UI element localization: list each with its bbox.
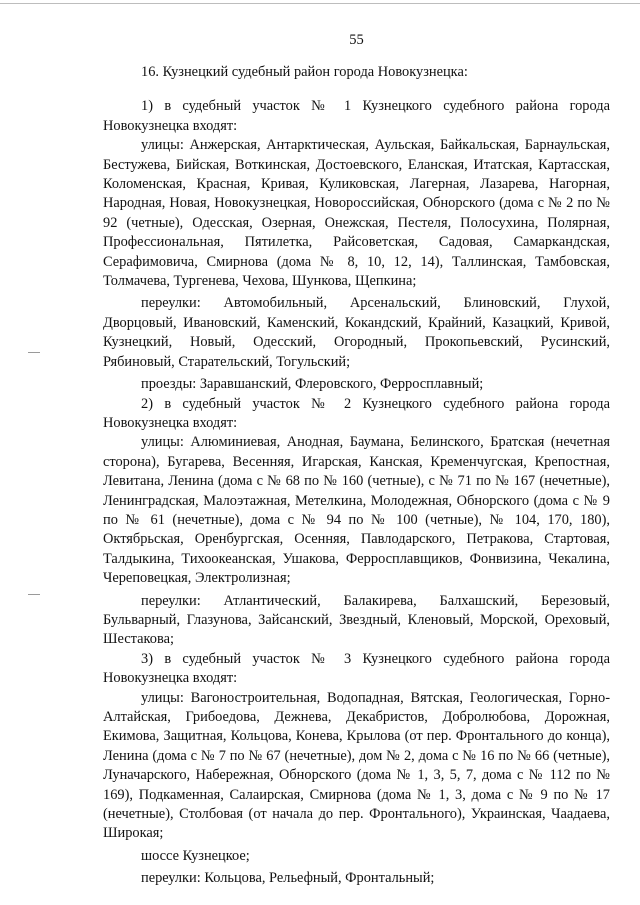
district-2-streets: улицы: Алюминиевая, Анодная, Баумана, Белинского, Братская (нечетная сторона), Бугарева, Весенняя, Игарская, Канская, Кременчугская, Крепостная, Левитана, Ленина (дома с № 68 по № 160 (четные), с № 71 по № 167 (нечетные), Ленинградская, Малоэтажная, Метелкина, Молодежная, Обнорского (дома с № 9 по № 61 (нечетные), дома с № 94 по № 100 (четные), № 104, 170, 180), Октябрьская, Оренбургская, Осенняя, Павлодарского, Петракова, Стартовая, Талдыкина, Тихоокеанская, Ушакова, Ферросплавщиков, Фонвизина, Чекалина, Череповецкая, Электролизная; [103, 434, 610, 587]
district-1-streets: улицы: Анжерская, Антарктическая, Аульская, Байкальская, Барнаульская, Бестужева, Бийская, Воткинская, Достоевского, Еланская, Итатская, Картасская, Коломенская, Красная, Кривая, Куликовская, Лагерная, Лазарева, Нагорная, Народная, Новая, Новокузнецкая, Новороссийская, Обнорского (дома с № 2 по № 92 (четные), Одесская, Озерная, Онежская, Пестеля, Полосухина, Полярная, Профессиональная, Пятилетка, Райсоветская, Садовая, Самаркандская, Серафимовича, Смирнова (дома № 8, 10, 12, 14), Таллинская, Тамбовская, Толмачева, Тургенева, Чехова, Шункова, Щепкина; [103, 137, 610, 290]
document-page [103, 32, 610, 889]
district-3-highway: шоссе Кузнецкое; [141, 847, 250, 864]
section-heading: 16. Кузнецкий судебный район города Новокузнецка: [141, 64, 468, 80]
district-3-lanes: переулки: Кольцова, Рельефный, Фронтальный; [141, 870, 435, 887]
page-number: 55 [349, 32, 364, 48]
district-3-intro: 3) в судебный участок № 3 Кузнецкого судебного района города Новокузнецка входят: [103, 650, 610, 687]
district-1-intro: 1) в судебный участок № 1 Кузнецкого судебного района города Новокузнецка входят: [103, 98, 610, 134]
margin-mark-lower [28, 594, 40, 595]
district-2-intro: 2) в судебный участок № 2 Кузнецкого судебного района города Новокузнецка входят: [103, 395, 610, 431]
district-1-passages: проезды: Заравшанский, Флеровского, Ферросплавный; [141, 376, 484, 393]
margin-mark-upper [28, 352, 40, 353]
district-2-lanes: переулки: Атлантический, Балакирева, Балхашский, Березовый, Бульварный, Глазунова, Зайсанский, Звездный, Кленовый, Морской, Ореховый, Шестакова; [103, 592, 610, 648]
district-3-streets: улицы: Вагоностроительная, Водопадная, Вятская, Геологическая, Горно-Алтайская, Грибоедова, Дежнева, Декабристов, Добролюбова, Дорожная, Екимова, Защитная, Кольцова, Конева, Крылова (от пер. Фронтального до конца), Ленина (дома с № 7 по № 67 (нечетные), дом № 2, дома с № 16 по № 66 (четные), Луначарского, Набережная, Обнорского (дома № 1, 3, 5, 7, дома с № 112 по № 169), Подкаменная, Салаирская, Смирнова (дома № 1, 3, дома с № 9 по № 17 (нечетные), Столбовая (от начала до пер. Фронтального), Украинская, Чаадаева, Широкая; [103, 689, 610, 842]
district-1-lanes: переулки: Автомобильный, Арсенальский, Блиновский, Глухой, Дворцовый, Ивановский, Каменский, Кокандский, Крайний, Казацкий, Кривой, Кузнецкий, Новый, Одесский, Огородный, Прокопьевский, Русинский, Рябиновый, Старательский, Тогульский; [103, 295, 610, 370]
scan-top-edge-line [0, 3, 640, 4]
